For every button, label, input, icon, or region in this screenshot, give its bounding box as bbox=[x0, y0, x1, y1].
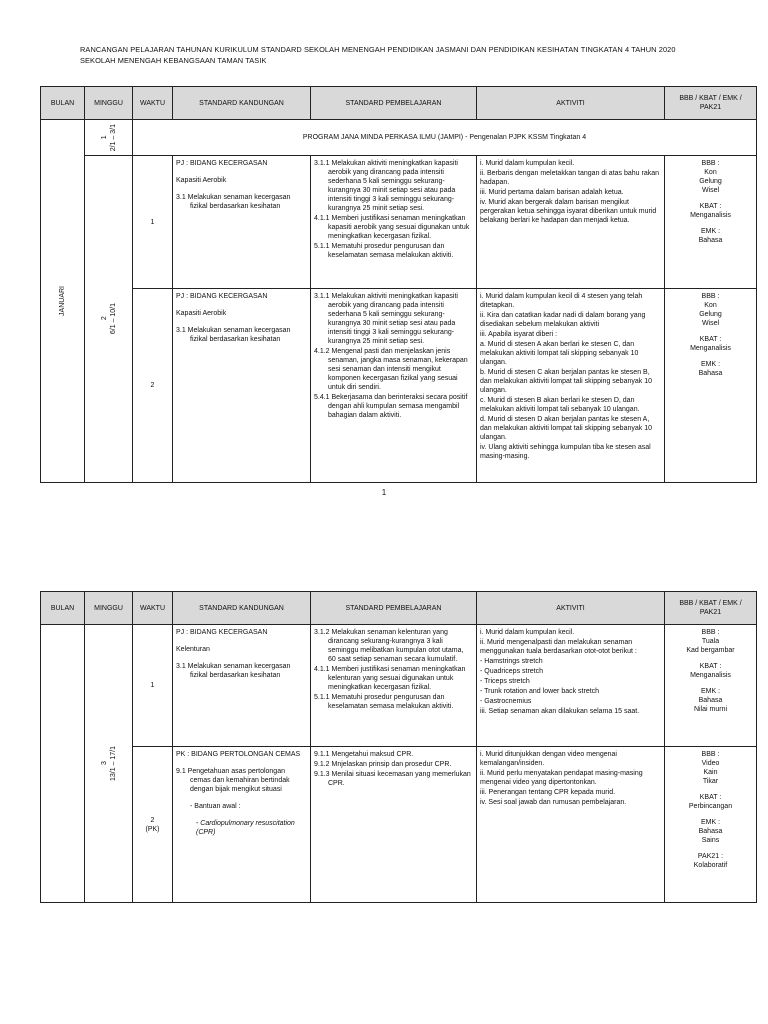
emk-item: Sains bbox=[701, 837, 720, 844]
week-dates: 13/1 – 17/1 bbox=[109, 745, 117, 782]
emk-label: EMK : bbox=[700, 819, 721, 826]
header-bbb: BBB / KBAT / EMK / PAK21 bbox=[665, 87, 757, 120]
sk-standard: 9.1 Pengetahuan asas pertolongan cemas dan kemahiran bertindak dengan bijak mengikut situasi bbox=[176, 768, 290, 793]
header-standard-kandungan: STANDARD KANDUNGAN bbox=[173, 592, 311, 625]
bbb-cell bbox=[665, 289, 757, 483]
table-row bbox=[41, 625, 757, 747]
bbb-item: Kon bbox=[704, 302, 717, 309]
week-cell-3 bbox=[85, 625, 133, 903]
kbat-label: KBAT : bbox=[699, 663, 722, 670]
bbb-item: Tikar bbox=[702, 778, 719, 785]
header-row bbox=[41, 592, 757, 625]
header-standard-pembelajaran: STANDARD PEMBELAJARAN bbox=[311, 87, 477, 120]
bbb-item: Kain bbox=[703, 769, 718, 776]
bbb-item: Kon bbox=[704, 169, 717, 176]
table-row bbox=[41, 120, 757, 156]
bbb-label: BBB : bbox=[701, 751, 720, 758]
sp-item: 9.1.2 Mnjelaskan prinsip dan prosedur CPR. bbox=[314, 761, 452, 768]
header-aktiviti: AKTIVITI bbox=[477, 87, 665, 120]
header-aktiviti: AKTIVITI bbox=[477, 592, 665, 625]
aktiviti-item: b. Murid di stesen C akan berjalan pantas ke stesen B, dan melakukan aktiviti lompat tali skipping sebanyak 10 ulangan. bbox=[480, 369, 652, 394]
bbb-item: Gelung bbox=[699, 311, 722, 318]
week-number: 2 bbox=[100, 317, 108, 321]
waktu-number: 2 bbox=[150, 816, 155, 824]
sk-field: PJ : BIDANG KECERGASAN bbox=[176, 293, 268, 300]
header-bulan: BULAN bbox=[41, 87, 85, 120]
sp-item: 9.1.1 Mengetahui maksud CPR. bbox=[314, 751, 414, 758]
bbb-item: Tuala bbox=[701, 638, 720, 645]
aktiviti-item: c. Murid di stesen B akan berlari ke stesen D, dan melakukan aktiviti lompat tali sebanyak 10 ulangan. bbox=[480, 397, 640, 413]
title-line-1: RANCANGAN PELAJARAN TAHUNAN KURIKULUM STANDARD SEKOLAH MENENGAH PENDIDIKAN JASMANI DAN PENDIDIKAN KESIHATAN TINGKATAN 4 TAHUN 2020 bbox=[80, 45, 676, 54]
emk-label: EMK : bbox=[700, 688, 721, 695]
week-dates: 6/1 – 10/1 bbox=[109, 303, 117, 335]
sp-cell bbox=[311, 747, 477, 903]
emk-item: Bahasa bbox=[698, 828, 723, 835]
aktiviti-item: iv. Sesi soal jawab dan rumusan pembelajaran. bbox=[480, 799, 627, 806]
aktiviti-cell bbox=[477, 156, 665, 289]
aktiviti-item: iii. Murid pertama dalam barisan adalah ketua. bbox=[480, 189, 624, 196]
sp-item: 5.1.1 Mematuhi prosedur pengurusan dan keselamatan semasa melakukan aktiviti. bbox=[314, 694, 454, 710]
aktiviti-item: i. Murid dalam kumpulan kecil. bbox=[480, 160, 575, 167]
sk-topic: Kapasiti Aerobik bbox=[176, 177, 227, 184]
table-row bbox=[41, 156, 757, 289]
sk-standard: 3.1 Melakukan senaman kecergasan fizikal berdasarkan kesihatan bbox=[176, 194, 291, 210]
aktiviti-item: d. Murid di stesen D akan berjalan pantas ke stesen A, dan melakukan aktiviti lompat tali skipping sebanyak 10 ulangan. bbox=[480, 416, 652, 441]
pak21-item: Kolaboratif bbox=[693, 862, 728, 869]
bbb-item: Video bbox=[701, 760, 720, 767]
lesson-plan-table-1 bbox=[40, 86, 757, 483]
sk-cell bbox=[173, 747, 311, 903]
bbb-label: BBB : bbox=[701, 629, 720, 636]
kbat-label: KBAT : bbox=[699, 203, 722, 210]
aktiviti-cell bbox=[477, 625, 665, 747]
bbb-label: BBB : bbox=[701, 293, 720, 300]
week-dates: 2/1 – 3/1 bbox=[109, 123, 117, 152]
kbat-label: KBAT : bbox=[699, 336, 722, 343]
month-cell bbox=[41, 120, 85, 483]
bbb-cell bbox=[665, 625, 757, 747]
sp-item: 5.4.1 Bekerjasama dan berinteraksi secara positif dengan ahli kumpulan semasa mengambil bahagian dalam aktiviti. bbox=[314, 394, 468, 419]
sp-item: 5.1.1 Mematuhi prosedur pengurusan dan keselamatan semasa melakukan aktiviti. bbox=[314, 243, 454, 259]
emk-label: EMK : bbox=[700, 228, 721, 235]
emk-item: Nilai murni bbox=[693, 706, 728, 713]
waktu-cell: 1 bbox=[133, 625, 173, 747]
bbb-label: BBB : bbox=[701, 160, 720, 167]
aktiviti-item: ii. Murid mengenalpasti dan melakukan senaman menggunakan tuala berdasarkan otot-otot berikut : bbox=[480, 639, 637, 655]
waktu-pk: (PK) bbox=[145, 825, 160, 833]
sp-item: 4.1.1 Memberi justifikasi senaman meningkatkan kelenturan yang sesuai digunakan untuk meningkatkan kecergasan fizikal. bbox=[314, 666, 466, 691]
title-line-2: SEKOLAH MENENGAH KEBANGSAAN TAMAN TASIK bbox=[80, 56, 267, 65]
aktiviti-item: i. Murid dalam kumpulan kecil di 4 stesen yang telah ditetapkan. bbox=[480, 293, 643, 309]
sk-cell bbox=[173, 625, 311, 747]
sp-cell bbox=[311, 625, 477, 747]
sp-cell bbox=[311, 156, 477, 289]
week-number: 3 bbox=[100, 761, 108, 766]
bbb-item: Gelung bbox=[699, 178, 722, 185]
kbat-item: Perbincangan bbox=[688, 803, 733, 810]
week-cell-2 bbox=[85, 156, 133, 483]
week-number: 1 bbox=[100, 135, 108, 140]
aktiviti-item: iii. Setiap senaman akan dilakukan selama 15 saat. bbox=[480, 708, 640, 715]
sk-cell bbox=[173, 289, 311, 483]
table-row bbox=[41, 747, 757, 903]
header-bbb: BBB / KBAT / EMK / PAK21 bbox=[665, 592, 757, 625]
header-bulan: BULAN bbox=[41, 592, 85, 625]
sk-standard: 3.1 Melakukan senaman kecergasan fizikal berdasarkan kesihatan bbox=[176, 663, 291, 679]
sk-cell bbox=[173, 156, 311, 289]
bbb-item: Wisel bbox=[701, 320, 720, 327]
bbb-item: Kad bergambar bbox=[686, 647, 735, 654]
aktiviti-item: iv. Murid akan bergerak dalam barisan mengikut pergerakan ketua sehingga isyarat diberikan untuk murid belakang berlari ke hadapan dan menjadi ketua. bbox=[480, 199, 657, 224]
sk-sub: - Bantuan awal : bbox=[190, 803, 241, 810]
aktiviti-item: - Triceps stretch bbox=[480, 678, 530, 685]
sp-item: 4.1.1 Memberi justifikasi senaman meningkatkan kapasiti aerobik yang sesuai digunakan untuk meningkatkan kecergasan fizikal. bbox=[314, 215, 470, 240]
aktiviti-item: a. Murid di stesen A akan berlari ke stesen C, dan melakukan aktiviti lompat tali skipping sebanyak 10 ulangan. bbox=[480, 341, 639, 366]
sp-item: 3.1.1 Melakukan aktiviti meningkatkan kapasiti aerobik yang dirancang pada intensiti sederhana 5 kali seminggu sekurang-kurangnya 30 minit setiap sesi atau pada intensiti tinggi 3 kali seminggu sekurang-kurangnya 25 minit setiap sesi. bbox=[314, 293, 458, 345]
kbat-item: Menganalisis bbox=[690, 672, 731, 679]
program-cell: PROGRAM JANA MINDA PERKASA ILMU (JAMPI) - Pengenalan PJPK KSSM Tingkatan 4 bbox=[133, 120, 757, 156]
header-standard-pembelajaran: STANDARD PEMBELAJARAN bbox=[311, 592, 477, 625]
week-cell-1 bbox=[85, 120, 133, 156]
sp-item: 3.1.2 Melakukan senaman kelenturan yang dirancang sekurang-kurangnya 3 kali seminggu melibatkan kumpulan otot utama, 60 saat setiap senaman secara kumulatif. bbox=[314, 629, 464, 663]
sp-item: 4.1.2 Mengenal pasti dan menjelaskan jenis senaman, jangka masa senaman, kekerapan sesi senaman dan intensiti mengikut komponen kecergasan fizikal yang sesuai untuk diri sendiri. bbox=[314, 348, 468, 391]
aktiviti-item: - Hamstrings stretch bbox=[480, 658, 543, 665]
sp-cell bbox=[311, 289, 477, 483]
header-standard-kandungan: STANDARD KANDUNGAN bbox=[173, 87, 311, 120]
sk-cpr: - Cardiopulmonary resuscitation (CPR) bbox=[196, 820, 295, 836]
header-waktu: WAKTU bbox=[133, 592, 173, 625]
header-waktu: WAKTU bbox=[133, 87, 173, 120]
aktiviti-item: iii. Apabila isyarat diberi : bbox=[480, 331, 558, 338]
document-title bbox=[80, 44, 720, 66]
aktiviti-item: iv. Ulang aktiviti sehingga kumpulan tiba ke stesen asal masing-masing. bbox=[480, 444, 651, 460]
month-cell bbox=[41, 625, 85, 903]
sk-topic: Kelenturan bbox=[176, 646, 210, 653]
bbb-item: Wisel bbox=[701, 187, 720, 194]
sk-field: PJ : BIDANG KECERGASAN bbox=[176, 160, 268, 167]
emk-item: Bahasa bbox=[698, 697, 723, 704]
sk-topic: Kapasiti Aerobik bbox=[176, 310, 227, 317]
kbat-item: Menganalisis bbox=[690, 345, 731, 352]
emk-item: Bahasa bbox=[698, 370, 723, 377]
sk-field: PJ : BIDANG KECERGASAN bbox=[176, 629, 268, 636]
aktiviti-item: ii. Berbaris dengan meletakkan tangan di atas bahu rakan hadapan. bbox=[480, 170, 660, 186]
lesson-plan-table-2 bbox=[40, 591, 757, 903]
header-row bbox=[41, 87, 757, 120]
sp-item: 3.1.1 Melakukan aktiviti meningkatkan kapasiti aerobik yang dirancang pada intensiti sederhana 5 kali seminggu sekurang-kurangnya 30 minit setiap sesi atau pada intensiti tinggi 3 kali seminggu sekurang-kurangnya 25 minit setiap sesi. bbox=[314, 160, 458, 212]
aktiviti-item: ii. Kira dan catatkan kadar nadi di dalam borang yang disediakan sebelum melakukan aktiviti bbox=[480, 312, 646, 328]
aktiviti-item: iii. Penerangan tentang CPR kepada murid. bbox=[480, 789, 616, 796]
aktiviti-item: - Quadriceps stretch bbox=[480, 668, 544, 675]
sk-field: PK : BIDANG PERTOLONGAN CEMAS bbox=[176, 751, 301, 758]
aktiviti-cell bbox=[477, 289, 665, 483]
aktiviti-item: i. Murid dalam kumpulan kecil. bbox=[480, 629, 575, 636]
emk-item: Bahasa bbox=[698, 237, 723, 244]
aktiviti-item: - Trunk rotation and lower back stretch bbox=[480, 688, 600, 695]
waktu-cell: 1 bbox=[133, 156, 173, 289]
aktiviti-cell bbox=[477, 747, 665, 903]
bbb-cell bbox=[665, 747, 757, 903]
waktu-cell bbox=[133, 747, 173, 903]
month-label: JANUARI bbox=[59, 286, 66, 316]
kbat-label: KBAT : bbox=[699, 794, 722, 801]
pak21-label: PAK21 : bbox=[697, 853, 724, 860]
aktiviti-item: i. Murid ditunjukkan dengan video mengenai kemalangan/insiden. bbox=[480, 751, 617, 767]
table-row bbox=[41, 289, 757, 483]
aktiviti-item: - Gastrocnemius bbox=[480, 698, 532, 705]
aktiviti-item: ii. Murid perlu menyatakan pendapat masing-masing mengenai video yang dipertontonkan. bbox=[480, 770, 643, 786]
bbb-cell bbox=[665, 156, 757, 289]
waktu-cell: 2 bbox=[133, 289, 173, 483]
sk-standard: 3.1 Melakukan senaman kecergasan fizikal berdasarkan kesihatan bbox=[176, 327, 291, 343]
header-minggu: MINGGU bbox=[85, 592, 133, 625]
emk-label: EMK : bbox=[700, 361, 721, 368]
kbat-item: Menganalisis bbox=[690, 212, 731, 219]
header-minggu: MINGGU bbox=[85, 87, 133, 120]
page-number: 1 bbox=[381, 488, 387, 497]
sp-item: 9.1.3 Menilai situasi kecemasan yang memerlukan CPR. bbox=[314, 771, 471, 787]
